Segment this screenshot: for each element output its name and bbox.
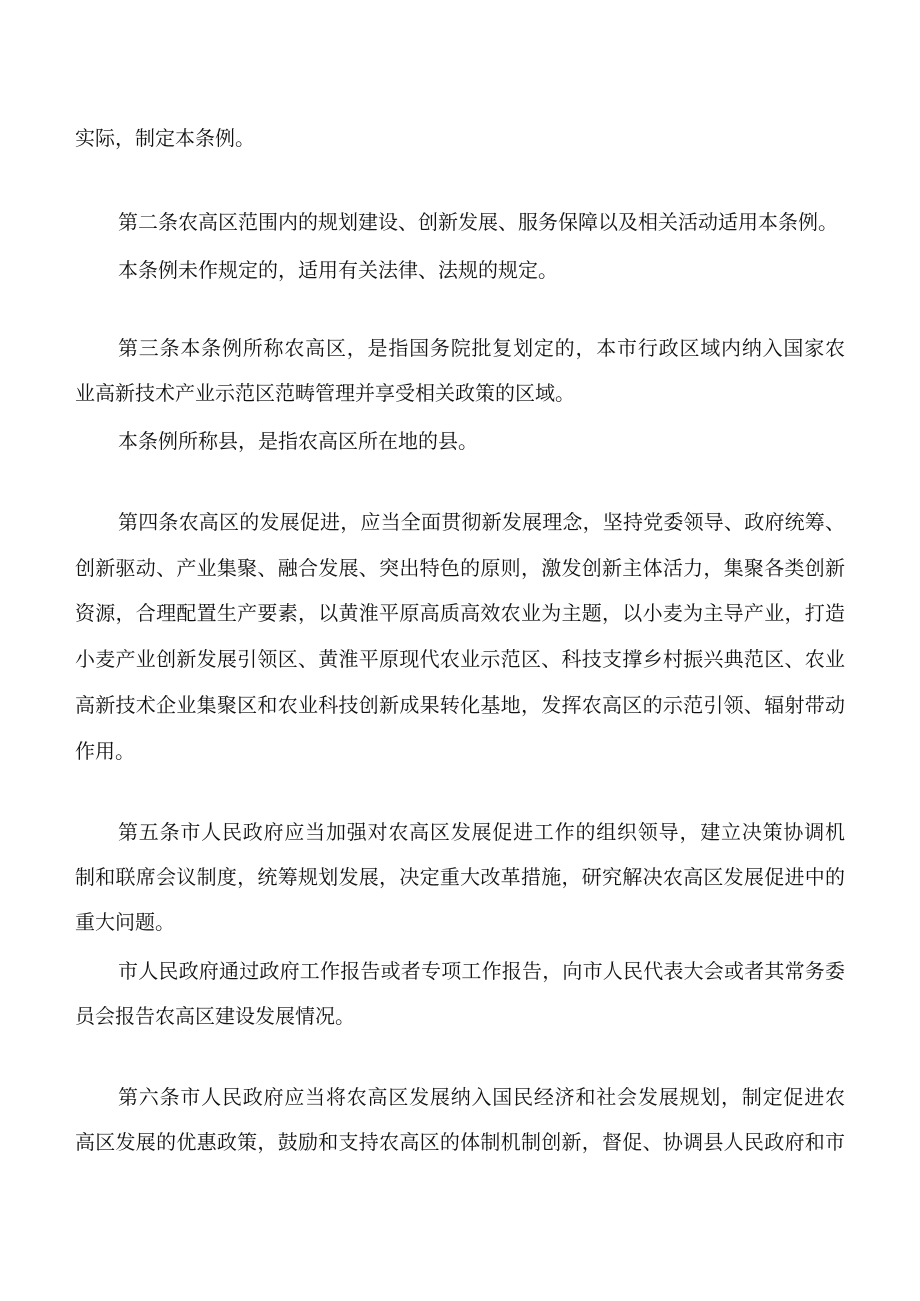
text-line-article4: 第四条农高区的发展促进，应当全面贯彻新发展理念，坚持党委领导、政府统筹、 — [118, 510, 845, 534]
text-line-article3: 第三条本条例所称农高区，是指国务院批复划定的，本市行政区域内纳入国家农 — [118, 336, 845, 360]
text-line-article4-cont4: 高新技术企业集聚区和农业科技创新成果转化基地，发挥农高区的示范引领、辐射带动 — [75, 693, 845, 717]
text-line-article5-end: 重大问题。 — [75, 910, 175, 934]
text-line-article4-cont1: 创新驱动、产业集聚、融合发展、突出特色的原则，激发创新主体活力，集聚各类创新 — [75, 556, 845, 580]
text-line-article2: 第二条农高区范围内的规划建设、创新发展、服务保障以及相关活动适用本条例。 — [118, 210, 838, 234]
text-line-article6: 第六条市人民政府应当将农高区发展纳入国民经济和社会发展规划，制定促进农 — [118, 1085, 845, 1109]
text-line-article5-para2-end: 员会报告农高区建设发展情况。 — [75, 1004, 355, 1028]
text-line-article5-para2: 市人民政府通过政府工作报告或者专项工作报告，向市人民代表大会或者其常务委 — [118, 959, 845, 983]
text-line-article5-cont1: 制和联席会议制度，统筹规划发展，决定重大改革措施，研究解决农高区发展促进中的 — [75, 865, 845, 889]
text-line-article6-cont1: 高区发展的优惠政策，鼓励和支持农高区的体制机制创新，督促、协调县人民政府和市 — [75, 1130, 845, 1154]
text-line-article2-para2: 本条例未作规定的，适用有关法律、法规的规定。 — [118, 258, 558, 282]
text-line-article1-end: 实际，制定本条例。 — [75, 126, 255, 150]
text-line-article4-end: 作用。 — [75, 739, 135, 763]
text-line-article3-cont: 业高新技术产业示范区范畴管理并享受相关政策的区域。 — [75, 381, 575, 405]
text-line-article5: 第五条市人民政府应当加强对农高区发展促进工作的组织领导，建立决策协调机 — [118, 820, 845, 844]
text-line-article4-cont2: 资源，合理配置生产要素，以黄淮平原高质高效农业为主题，以小麦为主导产业，打造 — [75, 601, 845, 625]
text-line-article3-para2: 本条例所称县，是指农高区所在地的县。 — [118, 429, 478, 453]
text-line-article4-cont3: 小麦产业创新发展引领区、黄淮平原现代农业示范区、科技支撑乡村振兴典范区、农业 — [75, 647, 845, 671]
